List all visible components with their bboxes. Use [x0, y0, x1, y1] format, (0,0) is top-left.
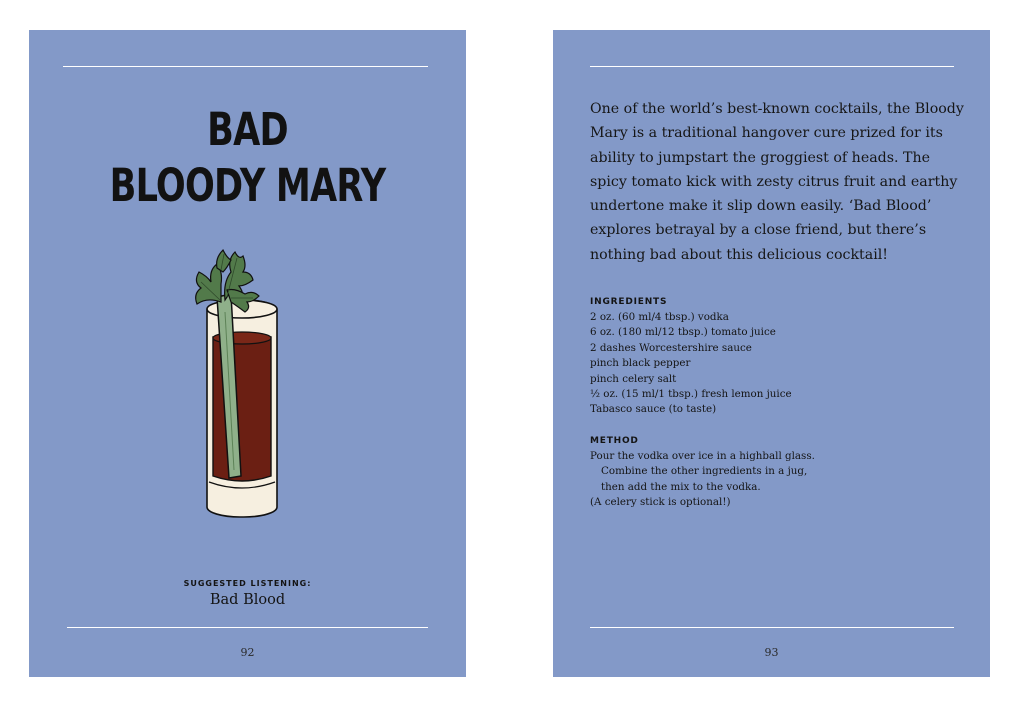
- method-step: Combine the other ingredients in a jug,: [601, 465, 808, 478]
- bloody-mary-glass-illustration: [187, 242, 287, 522]
- cocktail-title: [77, 102, 418, 214]
- suggested-song: Bad Blood: [209, 592, 286, 608]
- bottom-rule: [67, 627, 428, 628]
- ingredient-item: pinch black pepper: [590, 357, 691, 370]
- intro-line: One of the world’s best-known cocktails, the Bloody: [590, 101, 964, 117]
- intro-line: explores betrayal by a close friend, but there’s: [590, 222, 927, 239]
- intro-paragraph: [590, 97, 964, 267]
- title-line-1: BAD: [207, 103, 288, 156]
- ingredient-item: 2 dashes Worcestershire sauce: [590, 341, 752, 354]
- intro-line: ability to jumpstart the groggiest of heads. The: [590, 149, 931, 166]
- right-page: [553, 30, 990, 677]
- intro-line: spicy tomato kick with zesty citrus fruit and earthy: [590, 173, 958, 190]
- title-line-2: BLOODY MARY: [109, 159, 386, 212]
- method-step: then add the mix to the vodka.: [601, 480, 761, 493]
- left-page: [29, 30, 466, 677]
- bottom-rule-right: [590, 627, 954, 628]
- method-step: (A celery stick is optional!): [590, 496, 731, 509]
- intro-line: undertone make it slip down easily. ‘Bad Blood’: [590, 198, 932, 215]
- ingredient-item: 2 oz. (60 ml/4 tbsp.) vodka: [590, 311, 729, 323]
- page-number-left: 92: [240, 646, 255, 659]
- method-list: [590, 449, 815, 511]
- suggested-listening-label: SUGGESTED LISTENING:: [183, 579, 312, 588]
- method-heading: METHOD: [590, 436, 639, 446]
- top-rule-right: [590, 66, 954, 67]
- top-rule: [63, 66, 428, 67]
- intro-line: nothing bad about this delicious cocktail!: [590, 246, 888, 263]
- ingredients-list: [590, 310, 792, 418]
- ingredient-item: pinch celery salt: [590, 372, 677, 385]
- page-number-right: 93: [764, 646, 779, 659]
- ingredient-item: 6 oz. (180 ml/12 tbsp.) tomato juice: [590, 326, 776, 339]
- intro-line: Mary is a traditional hangover cure prized for its: [590, 125, 943, 142]
- ingredients-heading: INGREDIENTS: [590, 297, 668, 307]
- ingredient-item: Tabasco sauce (to taste): [590, 403, 717, 416]
- method-step: Pour the vodka over ice in a highball glass.: [590, 450, 815, 462]
- ingredient-item: ½ oz. (15 ml/1 tbsp.) fresh lemon juice: [590, 388, 792, 401]
